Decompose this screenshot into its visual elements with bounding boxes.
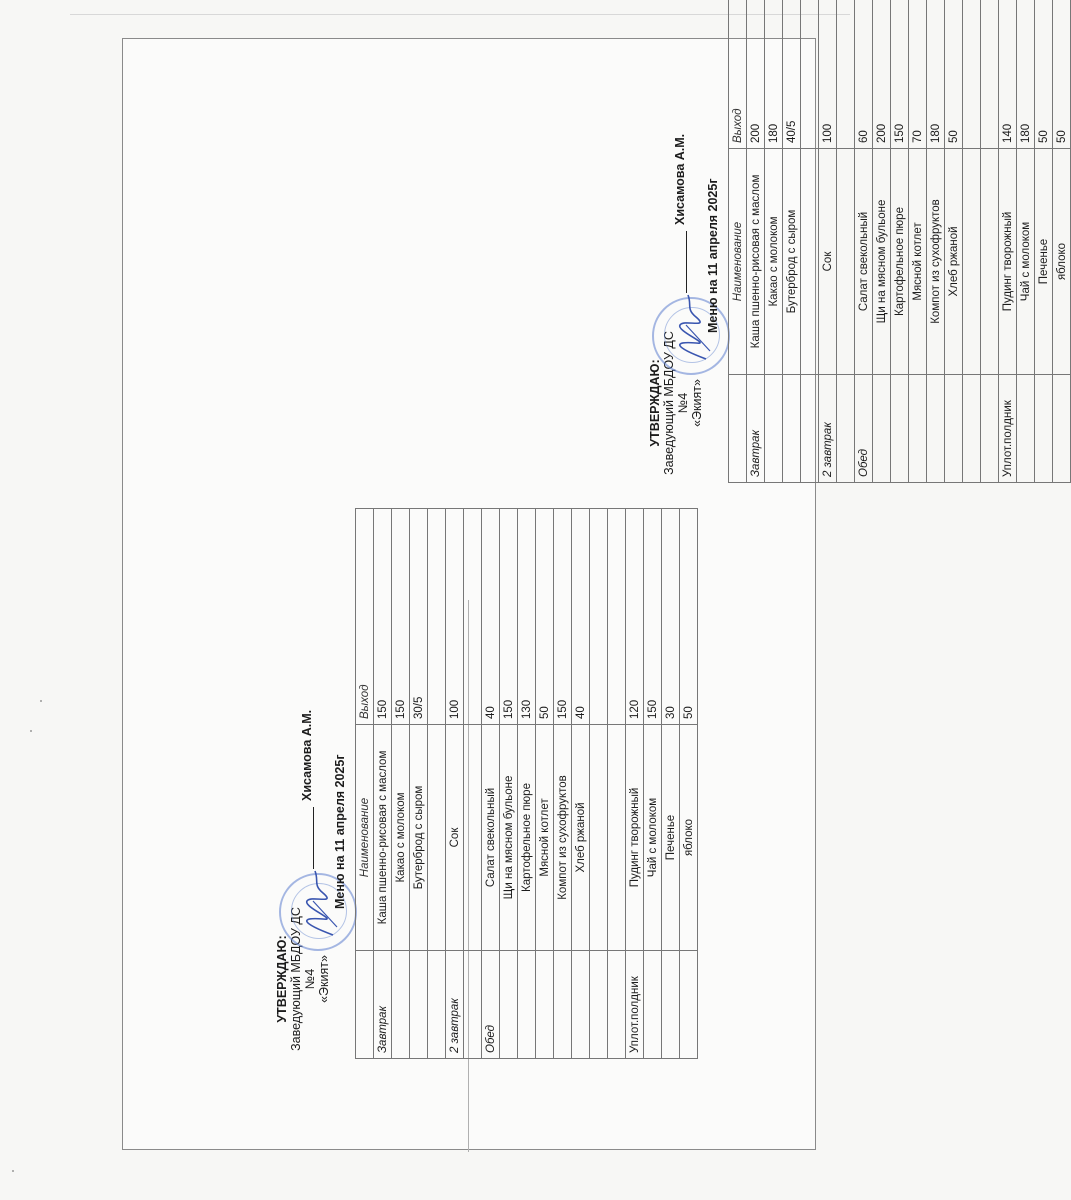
table-header-row — [729, 0, 747, 483]
table-row — [927, 0, 945, 483]
meal-label — [500, 951, 518, 1059]
table-row — [644, 509, 662, 1059]
header-yield: Выход — [729, 0, 747, 149]
table-row — [680, 509, 698, 1059]
menu-table-right — [728, 0, 1071, 483]
approval-position: Заведующий МБДОУ ДС №4 — [289, 907, 317, 1051]
dish-name: Хлеб ржаной — [572, 725, 590, 951]
menu-panel-right — [648, 0, 1068, 483]
table-row — [374, 509, 392, 1059]
meal-label — [1017, 375, 1035, 483]
dish-yield: 60 — [855, 0, 873, 149]
dish-name: Пудинг творожный — [626, 725, 644, 951]
table-row-empty — [464, 509, 482, 1059]
table-row-empty — [590, 509, 608, 1059]
scan-speck — [12, 1170, 14, 1172]
table-row-empty — [981, 0, 999, 483]
meal-label — [1053, 375, 1071, 483]
dish-yield: 50 — [680, 509, 698, 725]
meal-label — [891, 375, 909, 483]
dish-name: Какао с молоком — [392, 725, 410, 951]
meal-label — [783, 375, 801, 483]
table-row — [500, 509, 518, 1059]
dish-name: Мясной котлет — [909, 149, 927, 375]
table-row — [662, 509, 680, 1059]
dish-yield: 150 — [500, 509, 518, 725]
dish-name: Мясной котлет — [536, 725, 554, 951]
dish-yield: 100 — [446, 509, 464, 725]
meal-label: Завтрак — [747, 375, 765, 483]
table-row — [819, 0, 837, 483]
table-row — [909, 0, 927, 483]
meal-label — [644, 951, 662, 1059]
dish-name: Печенье — [662, 725, 680, 951]
dish-yield: 70 — [909, 0, 927, 149]
dish-name: Бутерброд с сыром — [783, 149, 801, 375]
dish-yield: 150 — [392, 509, 410, 725]
dish-name: Какао с молоком — [765, 149, 783, 375]
meal-label — [873, 375, 891, 483]
table-row — [891, 0, 909, 483]
dish-yield: 40 — [482, 509, 500, 725]
meal-label: Уплот.полдник — [626, 951, 644, 1059]
meal-label — [945, 375, 963, 483]
dish-yield: 130 — [518, 509, 536, 725]
dish-name: Чай с молоком — [1017, 149, 1035, 375]
dish-yield: 180 — [927, 0, 945, 149]
header-meal — [356, 951, 374, 1059]
dish-name: яблоко — [1053, 149, 1071, 375]
table-row — [626, 509, 644, 1059]
meal-label: Уплот.полдник — [999, 375, 1017, 483]
signer-name: Хисамова А.М. — [300, 709, 314, 801]
dish-name: Салат свекольный — [482, 725, 500, 951]
meal-label: Завтрак — [374, 951, 392, 1059]
dish-name: Сок — [819, 149, 837, 375]
dish-yield: 180 — [1017, 0, 1035, 149]
header-meal — [729, 375, 747, 483]
menu-date-title: Меню на 11 апреля 2025г — [333, 754, 347, 909]
dish-yield: 30 — [662, 509, 680, 725]
dish-yield: 30/5 — [410, 509, 428, 725]
meal-label — [410, 951, 428, 1059]
table-row — [855, 0, 873, 483]
table-row-empty — [837, 0, 855, 483]
meal-label — [909, 375, 927, 483]
approval-title: УТВЕРЖДАЮ: — [648, 359, 662, 447]
dish-name: Чай с молоком — [644, 725, 662, 951]
dish-name: Компот из сухофруктов — [927, 149, 945, 375]
table-row-empty — [801, 0, 819, 483]
approval-org: «Экият» — [690, 379, 704, 427]
dish-name: Пудинг творожный — [999, 149, 1017, 375]
table-row — [482, 509, 500, 1059]
menu-panel-left — [275, 509, 695, 1059]
dish-yield: 120 — [626, 509, 644, 725]
dish-name: Картофельное пюре — [518, 725, 536, 951]
signature-line — [313, 807, 314, 869]
table-row — [410, 509, 428, 1059]
table-row-empty — [428, 509, 446, 1059]
scan-speck — [30, 730, 32, 732]
table-row — [1035, 0, 1053, 483]
table-row — [765, 0, 783, 483]
table-row — [518, 509, 536, 1059]
dish-yield: 140 — [999, 0, 1017, 149]
meal-label — [518, 951, 536, 1059]
dish-yield: 150 — [554, 509, 572, 725]
table-row — [945, 0, 963, 483]
dish-yield: 40/5 — [783, 0, 801, 149]
menu-date-title: Меню на 11 апреля 2025г — [706, 178, 720, 333]
header-dish: Наименование — [729, 149, 747, 375]
meal-label: Обед — [482, 951, 500, 1059]
table-row — [999, 0, 1017, 483]
meal-label: 2 завтрак — [446, 951, 464, 1059]
header-yield: Выход — [356, 509, 374, 725]
scan-speck — [40, 700, 42, 702]
dish-yield: 40 — [572, 509, 590, 725]
meal-label — [572, 951, 590, 1059]
meal-label — [1035, 375, 1053, 483]
meal-label — [765, 375, 783, 483]
meal-label: Обед — [855, 375, 873, 483]
table-row — [536, 509, 554, 1059]
table-row — [572, 509, 590, 1059]
table-row — [747, 0, 765, 483]
table-row — [392, 509, 410, 1059]
dish-yield: 50 — [536, 509, 554, 725]
dish-yield: 150 — [374, 509, 392, 725]
table-row — [1053, 0, 1071, 483]
dish-name: Сок — [446, 725, 464, 951]
dish-name: Щи на мясном бульоне — [873, 149, 891, 375]
dish-name: Картофельное пюре — [891, 149, 909, 375]
approval-position: Заведующий МБДОУ ДС №4 — [662, 331, 690, 475]
table-row-empty — [963, 0, 981, 483]
dish-yield: 150 — [891, 0, 909, 149]
dish-yield: 50 — [1053, 0, 1071, 149]
dish-yield: 50 — [945, 0, 963, 149]
dish-yield: 200 — [747, 0, 765, 149]
dish-name: Компот из сухофруктов — [554, 725, 572, 951]
menu-table-left — [355, 508, 698, 1059]
table-row — [873, 0, 891, 483]
approval-title: УТВЕРЖДАЮ: — [275, 935, 289, 1023]
meal-label — [392, 951, 410, 1059]
dish-yield: 100 — [819, 0, 837, 149]
dish-name: Щи на мясном бульоне — [500, 725, 518, 951]
meal-label — [680, 951, 698, 1059]
dish-yield: 200 — [873, 0, 891, 149]
signature-line — [686, 231, 687, 293]
dish-name: Хлеб ржаной — [945, 149, 963, 375]
dish-name: Салат свекольный — [855, 149, 873, 375]
table-row — [446, 509, 464, 1059]
dish-name: яблоко — [680, 725, 698, 951]
table-row — [783, 0, 801, 483]
meal-label — [662, 951, 680, 1059]
signer-name: Хисамова А.М. — [673, 133, 687, 225]
dish-name: Печенье — [1035, 149, 1053, 375]
meal-label: 2 завтрак — [819, 375, 837, 483]
meal-label — [536, 951, 554, 1059]
approval-org: «Экият» — [317, 955, 331, 1003]
dish-name: Каша пшенно-рисовая с маслом — [747, 149, 765, 375]
table-row-empty — [608, 509, 626, 1059]
header-dish: Наименование — [356, 725, 374, 951]
dish-name: Бутерброд с сыром — [410, 725, 428, 951]
table-row — [554, 509, 572, 1059]
dish-yield: 150 — [644, 509, 662, 725]
meal-label — [554, 951, 572, 1059]
dish-name: Каша пшенно-рисовая с маслом — [374, 725, 392, 951]
dish-yield: 180 — [765, 0, 783, 149]
table-header-row — [356, 509, 374, 1059]
dish-yield: 50 — [1035, 0, 1053, 149]
table-row — [1017, 0, 1035, 483]
meal-label — [927, 375, 945, 483]
